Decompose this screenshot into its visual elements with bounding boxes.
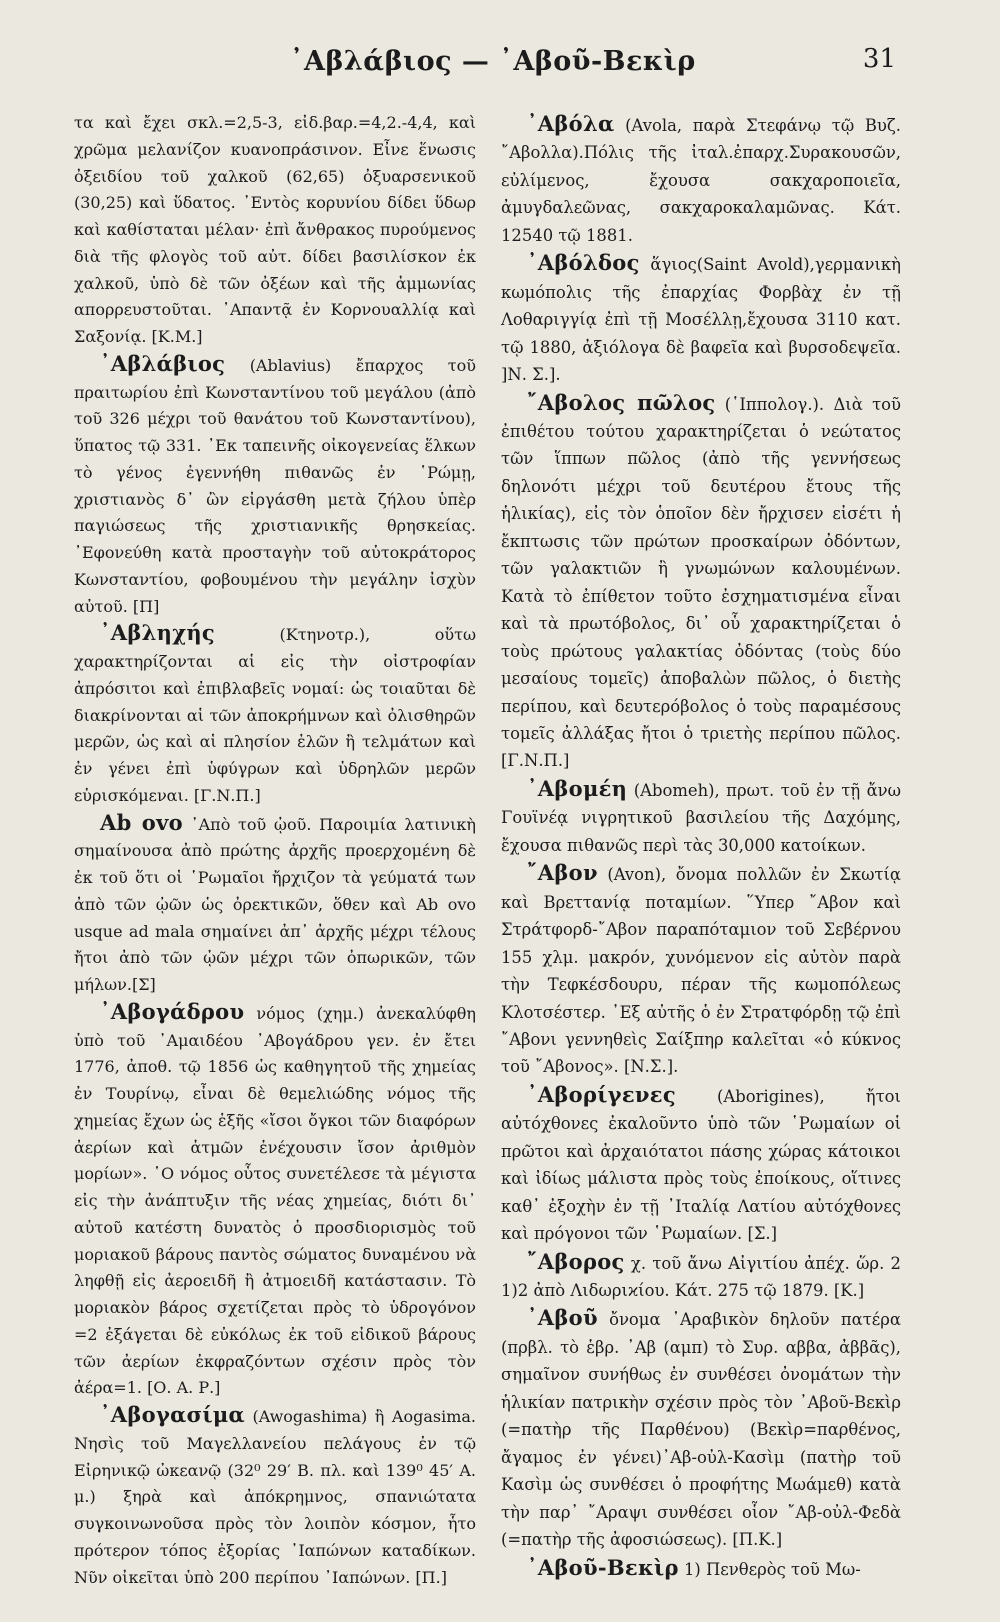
entry-headword: ᾿Αβογασίμα xyxy=(100,1402,245,1427)
entry-text: (Κτηνοτρ.), οὕτω χαρακτηρίζονται αἱ εἰς τὴν οἰστροφίαν ἀπρόσιτοι καὶ ἐπιβλαβεῖς νομαί: ὡς τοιαῦται δὲ διακρίνονται αἱ τῶν ἀποκρήμνων καὶ ὀλισθηρῶν μερῶν, ὡς καὶ αἱ πλησίον ἑλῶν ἢ τελμάτων καὶ ἐν γένει ἐπὶ ὑφύγρων καὶ ὑδρηλῶν μερῶν εὑρισκόμεναι. [Γ.Ν.Π.] xyxy=(74,625,476,805)
entry-headword: Ab ovo xyxy=(100,809,183,835)
entry-avomei xyxy=(501,775,901,859)
entry-text: (Abomeh), πρωτ. τοῦ ἐν τῇ ἄνω Γουϊνέᾳ νιγρητικοῦ βασιλείου τῆς Δαχόμης, ἔχουσα πιθανῶς περὶ τὰς 30,000 κατοίκων. xyxy=(501,780,902,855)
entry-headword: ῎Αβορος xyxy=(527,1248,625,1274)
entry-headword: ᾿Αβογάδρου xyxy=(100,998,245,1024)
left-column xyxy=(74,110,476,1591)
entry-headword: ᾿Αβόλδος xyxy=(527,250,640,276)
entry-headword: ᾿Αβοῦ-Βεκὶρ xyxy=(527,1554,679,1580)
entry-headword: ῎Αβολος πῶλος xyxy=(527,389,716,415)
entry-continuation xyxy=(74,110,476,351)
entry-aborigenes xyxy=(501,1081,901,1248)
entry-text: ἅγιος(Saint Avold),γερμανικὴ κωμόπολις τῆς ἐπαρχίας Φορβὰχ ἐν τῇ Λοθαριγγίᾳ ἐπὶ τῇ Μοσέλλῃ,ἔχουσα 3110 κατ. τῷ 1880, ἀξιόλογα δὲ βαφεῖα καὶ βυρσοδεψεῖα. ]Ν. Σ.]. xyxy=(501,255,901,385)
entry-text: χ. τοῦ ἄνω Αἰγιτίου ἀπέχ. ὥρ. 2 1)2 ἀπὸ Λιδωριϰίου. Κάτ. 275 τῷ 1879. [Κ.] xyxy=(501,1253,901,1301)
entry-text: (Avola, παρὰ Στεφάνῳ τῷ Βυζ. ῎Αβολλα).Πόλις τῆς ἰταλ.ἐπαρχ.Συρακουσῶν, εὐλίμενος, ἔχουσα σακχαροποιεῖα, ἀμυγδαλεῶνας, σακχαροκαλαμῶνας. Κάτ. 12540 τῷ 1881. xyxy=(501,116,901,245)
running-head xyxy=(0,44,1000,84)
entry-text: (Avon), ὄνομα πολλῶν ἐν Σκωτίᾳ καὶ Βρεττανίᾳ ποταμίων. ῞Υπερ ῎Αβον καὶ Στράτφορδ-῎Αβον παραπόταμιον τοῦ Σεβέρνου 155 χλμ. μακρόν, χυνόμενον εἰς αὐτὸν παρὰ τὴν Τεφκέσδουρυ, πέραν τῆς κωμοπόλεως Κλοτσέστερ. ᾿Εξ αὐτῆς ὁ ἐν Στρατφόρδῃ τῷ ἐπὶ ῎Αβονι γεννηθεὶς Σαίξπηρ καλεῖται «ὁ κύκνος τοῦ ῎Αβονος». [Ν.Σ.]. xyxy=(501,865,901,1077)
entry-headword: ᾿Αβόλα xyxy=(527,111,615,136)
page-number: 31 xyxy=(862,44,896,74)
entry-avoros xyxy=(501,1248,901,1305)
entry-ab-ovo xyxy=(74,810,476,999)
entry-headword: ᾿Αβοῦ xyxy=(527,1305,598,1331)
entry-avogadrou xyxy=(74,999,476,1402)
entry-text: (Ablavius) ἔπαρχος τοῦ πραιτωρίου ἐπὶ Κωνσταντίνου τοῦ μεγάλου (ἀπὸ τοῦ 326 μέχρι τοῦ θανάτου τοῦ Κωνσταντίνου), ὕπατος τῷ 331. ᾿Εκ ταπεινῆς οἰκογενείας ἕλκων τὸ γένος ἐγεννήθη πιθανῶς ἐν ῾Ρώμῃ, χριστιανὸς δ᾿ ὢν εἰργάσθη μετὰ ζήλου ὑπὲρ παγιώσεως τῆς χριστιανικῆς θρησκείας. ᾿Εφονεύθη κατὰ προσταγὴν τοῦ αὐτοκράτορος Κωνσταντίου, φοβουμένου τὴν μεγάλην ἰσχὺν αὐτοῦ. [Π] xyxy=(74,355,476,616)
entry-text: (Aborigines), ἤτοι αὐτόχθονες ἐκαλοῦντο ὑπὸ τῶν ῾Ρωμαίων οἱ πρῶτοι καὶ ἀρχαιότατοι πάσης χώρας κάτοικοι καὶ ἰδίως μάλιστα πρὸς τοὺς ἐποίκους, οἵτινες καθ᾿ ἐξοχὴν ἐν τῇ ᾿Ιταλίᾳ Λατίου αὐτόχθονες καὶ πρόγονοι τῶν ῾Ρωμαίων. [Σ.] xyxy=(501,1086,901,1244)
entry-avou-vekir xyxy=(501,1554,901,1583)
entry-avou xyxy=(501,1304,901,1553)
entry-headword: ᾿Αβλάβιος xyxy=(100,350,226,376)
entry-text: τα καὶ ἔχει σκλ.=2,5-3, εἰδ.βαρ.=4,2.-4,4, καὶ χρῶμα μελανίζον κυανοπράσινον. Εἶνε ἕνωσις ὀξειδίου τοῦ χαλκοῦ (62,65) ὀξυαρσενικοῦ (30,25) καὶ ὕδατος. ᾿Εντὸς κορυνίου δίδει ὕδωρ καὶ καθίσταται μέλαν· ἐπὶ ἄνθρακος πυρούμενος διὰ τῆς φλογὸς τοῦ αὐτ. δίδει βασιλίσκον ἐκ χαλκοῦ, ὑπὸ δὲ τῶν ὀξέων καὶ τῆς ἀμμωνίας απορρευστοῦται. ᾿Απαντᾷ ἐν Κορνουαλλίᾳ καὶ Σαξονίᾳ. [Κ.Μ.] xyxy=(74,113,476,346)
entry-avon xyxy=(501,859,901,1081)
entry-text: ὄνομα ᾿Αραβικὸν δηλοῦν πατέρα (πρβλ. τὸ ἑβρ. ᾿Αβ (αμπ) τὸ Συρ. αββα, ἀββᾶς), σημαῖνον συνήθως ἐν συνθέσει ὀνομάτων τὴν ἡλικίαν πατρικὴν σχέσιν πρὸς τὸν ᾿Αβοῦ-Βεκὶρ (=πατὴρ τῆς Παρθένου) (Βεκὶρ=παρθένος, ἄγαμος ἐν γένει)᾿Αβ-οὐλ-Κασὶμ (πατὴρ τοῦ Κασὶμ ὡς συνθέσει ὁ προφήτης Μωάμεθ) κατὰ τὴν παρ᾿ ῎Αραψι συνθέσει οἷον ῎Αβ-οὐλ-Φεδὰ (=πατὴρ τῆς ἀφοσιώσεως). [Π.Κ.] xyxy=(501,1310,901,1550)
running-head-title: ᾿Αβλάβιος — ᾿Αβοῦ-Βεκὶρ xyxy=(290,46,696,77)
entry-avogasima xyxy=(74,1402,476,1591)
entry-text: νόμος (χημ.) ἀνεκαλύφθη ὑπὸ τοῦ ᾿Αμαιδέου ᾿Αβογάδρου γεν. ἐν ἔτει 1776, ἀποθ. τῷ 1856 ὡς καθηγητοῦ τῆς χημείας ἐν Τουρίνῳ, εἶναι δὲ θεμελιώδης νόμος τῆς χημείας ἔχων ὡς ἑξῆς «ἴσοι ὄγκοι τῶν διαφόρων ἀερίων καὶ ἀτμῶν ἐνέχουσιν ἴσον ἀριθμὸν μορίων». ῾Ο νόμος οὗτος συνετέλεσε τὰ μέγιστα εἰς τὴν ἀνάπτυξιν τῆς νέας χημείας, διότι δι᾿ αὐτοῦ κατέστη δυνατὸς ὁ προσδιορισμὸς τοῦ μοριακοῦ βάρους παντὸς σώματος δυναμένου νὰ ληφθῇ εἰς ἀεροειδῆ ἢ ἀτμοειδῆ κατάστασιν. Τὸ μοριακὸν βάρος σχετίζεται πρὸς τὸ ὑδρογόνον =2 ἐξάγεται δὲ εὐκόλως ἐκ τοῦ εἰδικοῦ βάρους τῶν ἀερίων ἐκφραζόντων σχέσιν πρὸς τὸν ἀέρα=1. [Ο. Α. Ρ.] xyxy=(74,1003,477,1398)
right-column xyxy=(501,110,901,1583)
entry-ablavios xyxy=(74,351,476,621)
entry-ablichis xyxy=(74,620,476,809)
entry-avola xyxy=(501,110,901,249)
entry-headword: ᾿Αβορίγενες xyxy=(527,1081,676,1107)
entry-text: (῾Ιππολογ.). Διὰ τοῦ ἐπιθέτου τούτου χαρακτηρίζεται ὁ νεώτατος τῶν ἵππων πῶλος (ἀπὸ τῆς γεννήσεως δηλονότι μέχρι τοῦ δευτέρου ἔτους τῆς ἡλικίας), εἰς τὸν ὁποῖον δὲν ἤρχισεν εἰσέτι ἡ ἔκπτωσις τῶν πρώτων προσκαίρων ὀδόντων, τῶν γαλακτιῶν ἢ γνωμώνων καλουμένων. Κατὰ τὸ ἐπίθετον τοῦτο ἐσχηματισμένα εἶναι καὶ τὰ πρωτόβολος, δι᾿ οὗ χαρακτηρίζεται ὁ τοὺς πρώτους γαλακτίας ὀδόντας (τοὺς δύο μεσαίους τομεῖς) ἀποβαλὼν πῶλος, ὁ διετὴς περίπου, καὶ δευτερόβολος ὁ τοὺς παραμέσους τομεῖς ἀλλάξας ἤτοι ὁ τριετὴς περίπου πῶλος. [Γ.Ν.Π.] xyxy=(501,394,902,771)
entry-headword: ᾿Αβληχής xyxy=(100,620,215,646)
entry-text: (Awogashima) ἢ Aogasima. Νησὶς τοῦ Μαγελλανείου πελάγους ἐν τῷ Εἰρηνικῷ ὠκεανῷ (32⁰ 29′ Β. πλ. καὶ 139⁰ 45′ Α. μ.) ξηρὰ καὶ ἀπόκρημνος, σπανιώτατα συγκοινωνοῦσα πρὸς τὸν λοιπὸν κόσμον, ἧτο πρότερον τόπος ἐξορίας ᾿Ιαπώνων καταδίκων. Νῦν οἰκεῖται ὑπὸ 200 περίπου ᾿Ιαπώνων. [Π.] xyxy=(74,1407,476,1587)
entry-headword: ῎Αβον xyxy=(527,860,598,886)
entry-avolos-polos xyxy=(501,389,901,775)
entry-headword: ᾿Αβομέη xyxy=(527,775,628,801)
entry-avoldos xyxy=(501,249,901,388)
entry-text: ᾿Απὸ τοῦ ᾠοῦ. Παροιμία λατινικὴ σημαίνουσα ἀπὸ πρώτης ἀρχῆς προερχομένη δὲ ἐκ τοῦ ὅτι οἱ ῾Ρωμαῖοι ἤρχιζον τὰ γεύματά των ἀπὸ τῶν ᾠῶν ὡς ὀρεκτικῶν, ὅθεν καὶ Ab ovo usque ad mala σημαίνει ἀπ᾿ ἀρχῆς μέχρι τέλους ἤτοι ἀπὸ τῶν ᾠῶν μέχρι τῶν ὀπωρικῶν, τῶν μήλων.[Σ] xyxy=(74,814,477,994)
entry-text: 1) Πενθερὸς τοῦ Μω- xyxy=(683,1559,861,1579)
